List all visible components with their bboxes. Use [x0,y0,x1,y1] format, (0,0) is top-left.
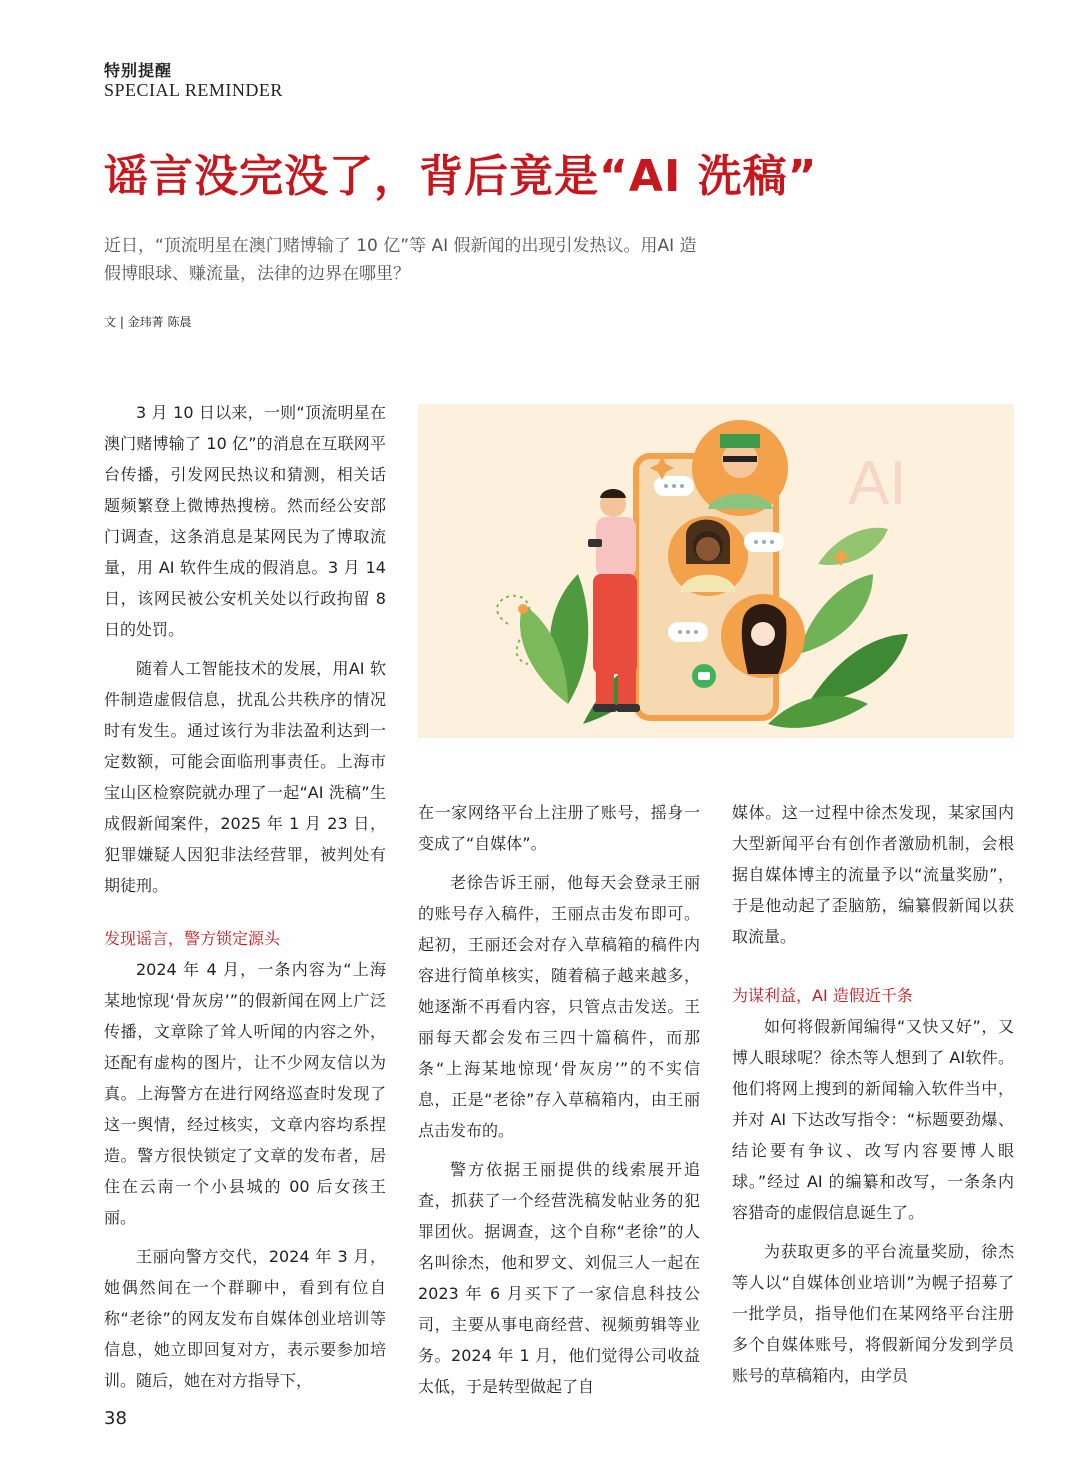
paragraph: 如何将假新闻编得“又快又好”，又博人眼球呢？徐杰等人想到了 AI软件。他们将网上搜到的新闻输入软件当中，并对 AI 下达改写指令：“标题要劲爆、结论要有争议、改写内容要博人眼球。”经过 AI 的编纂和改写，一条条内容猎奇的虚假信息诞生了。 [732,1017,1014,1222]
social-media-illustration [418,404,1014,738]
article-byline: 文 | 金玮菁 陈晨 [104,315,192,329]
paragraph: 2024 年 4 月，一条内容为“上海某地惊现‘骨灰房’”的假新闻在网上广泛传播，文章除了耸人听闻的内容之外，还配有虚构的图片，让不少网友信以为真。上海警方在进行网络巡查时发现了这一舆情，经过核实，文章内容均系捏造。警方很快锁定了文章的发布者，居住在云南一个小县城的 00 后女孩王丽。 [104,960,386,1227]
column-1-bottom [104,923,386,1396]
paragraph: 3 月 10 日以来，一则“顶流明星在澳门赌博输了 10 亿”的消息在互联网平台传播，引发网民热议和猜测，相关话题频繁登上微博热搜榜。然而经公安部门调查，这条消息是某网民为了博取流量，用 AI 软件生成的假消息。3 月 14 日，该网民被公安机关处以行政拘留 8 日的处罚。 [104,403,386,639]
paragraph: 为获取更多的平台流量奖励，徐杰等人以“自媒体创业培训”为幌子招募了一批学员，指导他们在某网络平台注册多个自媒体账号，将假新闻分发到学员账号的草稿箱内，由学员 [732,1242,1014,1385]
section-label-cn: 特别提醒 [104,61,173,80]
paragraph: 随着人工智能技术的发展，用AI 软件制造虚假信息，扰乱公共秩序的情况时有发生。通过该行为非法盈利达到一定数额，可能会面临刑事责任。上海市宝山区检察院就办理了一起“AI 洗稿”生成假新闻案件，2025 年 1 月 23 日，犯罪嫌疑人因犯非法经营罪，被判处有期徒刑。 [104,659,386,895]
subheading: 发现谣言，警方锁定源头 [104,929,281,948]
column-1-top [104,397,386,901]
paragraph: 王丽向警方交代，2024 年 3 月，她偶然间在一个群聊中，看到有位自称“老徐”的网友发布自媒体创业培训等信息，她立即回复对方，表示要参加培训。随后，她在对方指导下， [104,1247,386,1390]
column-3 [732,797,1014,1391]
article-title: 谣言没完没了，背后竟是“AI 洗稿” [104,151,818,202]
page-number: 38 [104,1408,127,1429]
paragraph: 媒体。这一过程中徐杰发现，某家国内大型新闻平台有创作者激励机制，会根据自媒体博主的流量予以“流量奖励”，于是他动起了歪脑筋，编纂假新闻以获取流量。 [732,803,1014,946]
section-label-en: SPECIAL REMINDER [104,80,283,100]
subheading: 为谋利益，AI 造假近千条 [732,986,913,1005]
paragraph: 警方依据王丽提供的线索展开追查，抓获了一个经营洗稿发帖业务的犯罪团伙。据调查，这个自称“老徐”的人名叫徐杰，他和罗文、刘侃三人一起在 2023 年 6 月买下了一家信息科技公司，主要从事电商经营、视频剪辑等业务。2024 年 1 月，他们觉得公司收益太低，于是转型做起了自 [418,1160,700,1396]
article-lede: 近日，“顶流明星在澳门赌博输了 10 亿”等 AI 假新闻的出现引发热议。用AI 造假博眼球、赚流量，法律的边界在哪里？ [104,236,697,284]
ai-label: AI [848,449,907,518]
paragraph: 老徐告诉王丽，他每天会登录王丽的账号存入稿件，王丽点击发布即可。起初，王丽还会对存入草稿箱的稿件内容进行简单核实，随着稿子越来越多，她逐渐不再看内容，只管点击发送。王丽每天都会发布三四十篇稿件，而那条“上海某地惊现‘骨灰房’”的不实信息，正是“老徐”存入草稿箱内，由王丽点击发布的。 [418,873,700,1140]
paragraph: 在一家网络平台上注册了账号，摇身一变成了“自媒体”。 [418,803,700,853]
column-2 [418,797,700,1402]
